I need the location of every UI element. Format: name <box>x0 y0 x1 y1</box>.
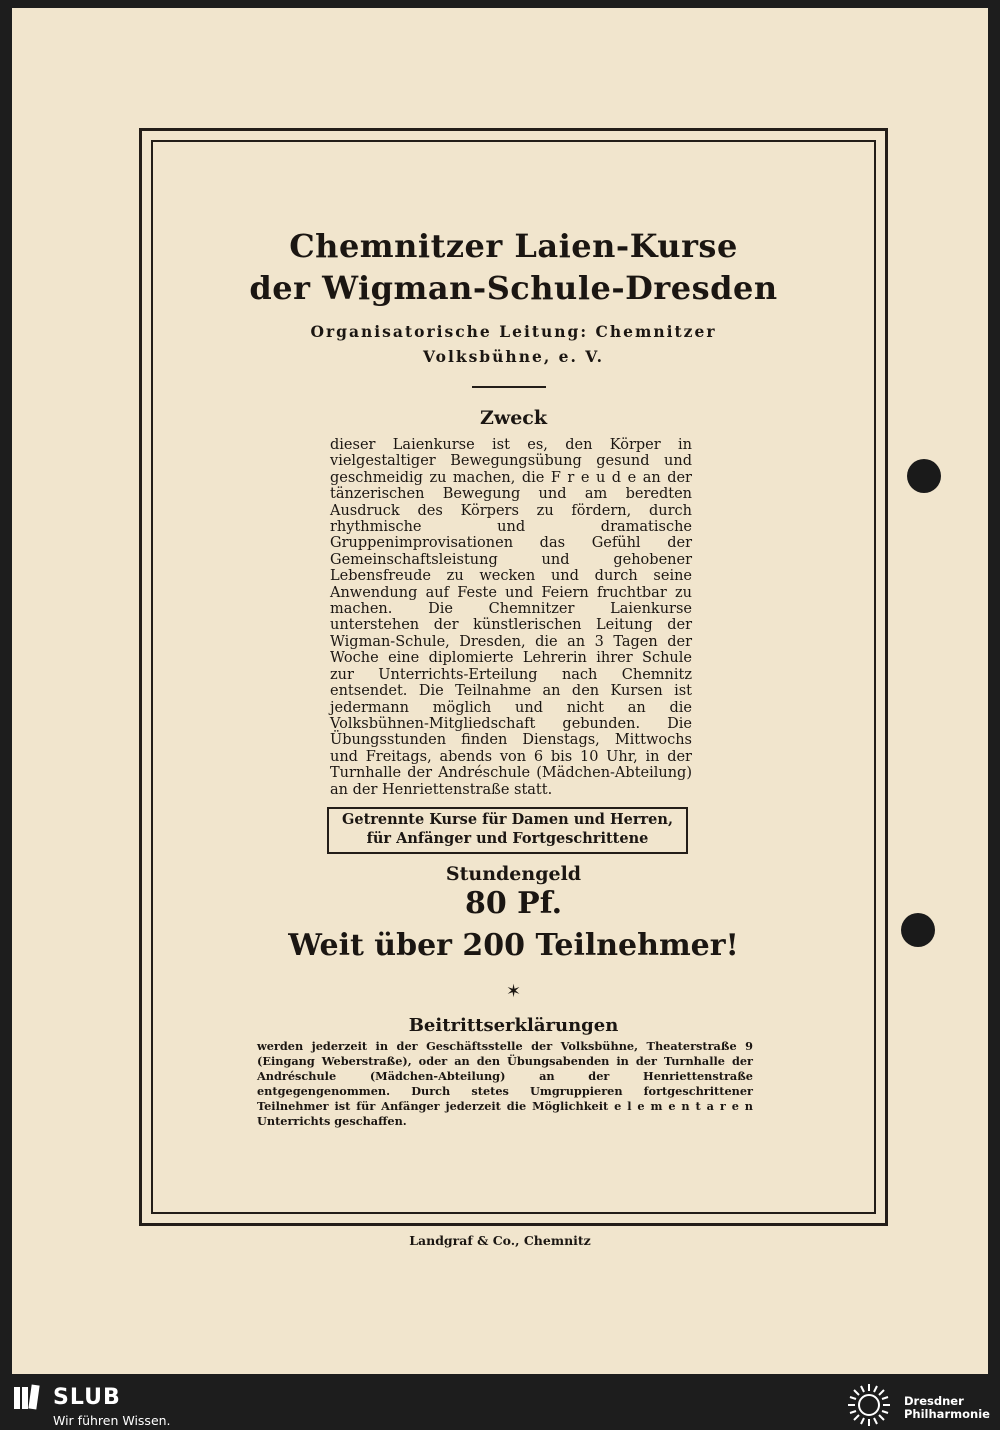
slub-name: SLUB <box>53 1385 121 1410</box>
course-types-box <box>327 807 688 854</box>
membership-heading: Beitrittserklärungen <box>408 1015 619 1036</box>
partner-name <box>904 1395 990 1421</box>
double-border-frame <box>139 128 888 1226</box>
document-page <box>12 8 988 1374</box>
dresdner-philharmonie-logo-icon <box>842 1380 896 1430</box>
partner-name-line-2: Philharmonie <box>904 1407 990 1421</box>
punch-hole-bottom <box>901 913 935 947</box>
title-line-2: der Wigman-Schule-Dresden <box>249 269 778 307</box>
title-line-1: Chemnitzer Laien-Kurse <box>289 227 738 265</box>
divider-rule <box>472 386 546 388</box>
star-ornament-icon: ✶ <box>505 981 522 1002</box>
subtitle-line-1: Organisatorische Leitung: Chemnitzer <box>310 322 717 341</box>
course-types-line-1: Getrennte Kurse für Damen und Herren, <box>341 811 673 828</box>
punch-hole-top <box>907 459 941 493</box>
fee-label: Stundengeld <box>445 863 582 885</box>
slub-logo-icon <box>12 1383 40 1411</box>
purpose-heading: Zweck <box>479 407 548 429</box>
partner-name-line-1: Dresdner <box>904 1394 964 1408</box>
footer-bar <box>0 1380 1000 1430</box>
membership-text: werden jederzeit in der Geschäftsstelle der Volksbühne, Theaterstraße 9 (Eingang Weberstraße), oder an den Übungsabenden in der Turnhalle der Andréschule (Mädchen-Abteilung) an der Henriettenstraße entgegengenommen. Durch stetes Umgruppieren fortgeschrittener Teilnehmer ist für Anfänger jederzeit die Möglichkeit e l e m e n t a r e n Unterrichts geschaffen. <box>257 1039 753 1128</box>
fee-amount: 80 Pf. <box>464 886 563 921</box>
subtitle-line-2: Volksbühne, e. V. <box>423 347 604 366</box>
course-types-line-2: für Anfänger und Fortgeschrittene <box>366 830 649 847</box>
slub-tagline: Wir führen Wissen. <box>53 1413 171 1428</box>
participants-headline: Weit über 200 Teilnehmer! <box>288 928 739 963</box>
flyer-content <box>142 131 885 1223</box>
purpose-text: dieser Laienkurse ist es, den Körper in vielgestaltiger Bewegungsübung gesund und geschmeidig zu machen, die F r e u d e an der tänzerischen Bewegung und am beredten Ausdruck des Körpers zu fördern, durch rhythmische und dramatische Gruppenimprovisationen das Gefühl der Gemeinschaftsleistung und gehobener Lebensfreude zu wecken und durch seine Anwendung auf Feste und Feiern fruchtbar zu machen. Die Chemnitzer Laienkurse unterstehen der künstlerischen Leitung der Wigman-Schule, Dresden, die an 3 Tagen der Woche eine diplomierte Lehrerin ihrer Schule zur Unterrichts-Erteilung nach Chemnitz entsendet. Die Teilnahme an den Kursen ist jedermann möglich und nicht an die Volksbühnen-Mitgliedschaft gebunden. Die Übungsstunden finden Dienstags, Mittwochs und Freitags, abends von 6 bis 10 Uhr, in der Turnhalle der Andréschule (Mädchen-Abteilung) an der Henriettenstraße statt. <box>330 437 692 798</box>
printer-imprint: Landgraf & Co., Chemnitz <box>409 1233 591 1248</box>
